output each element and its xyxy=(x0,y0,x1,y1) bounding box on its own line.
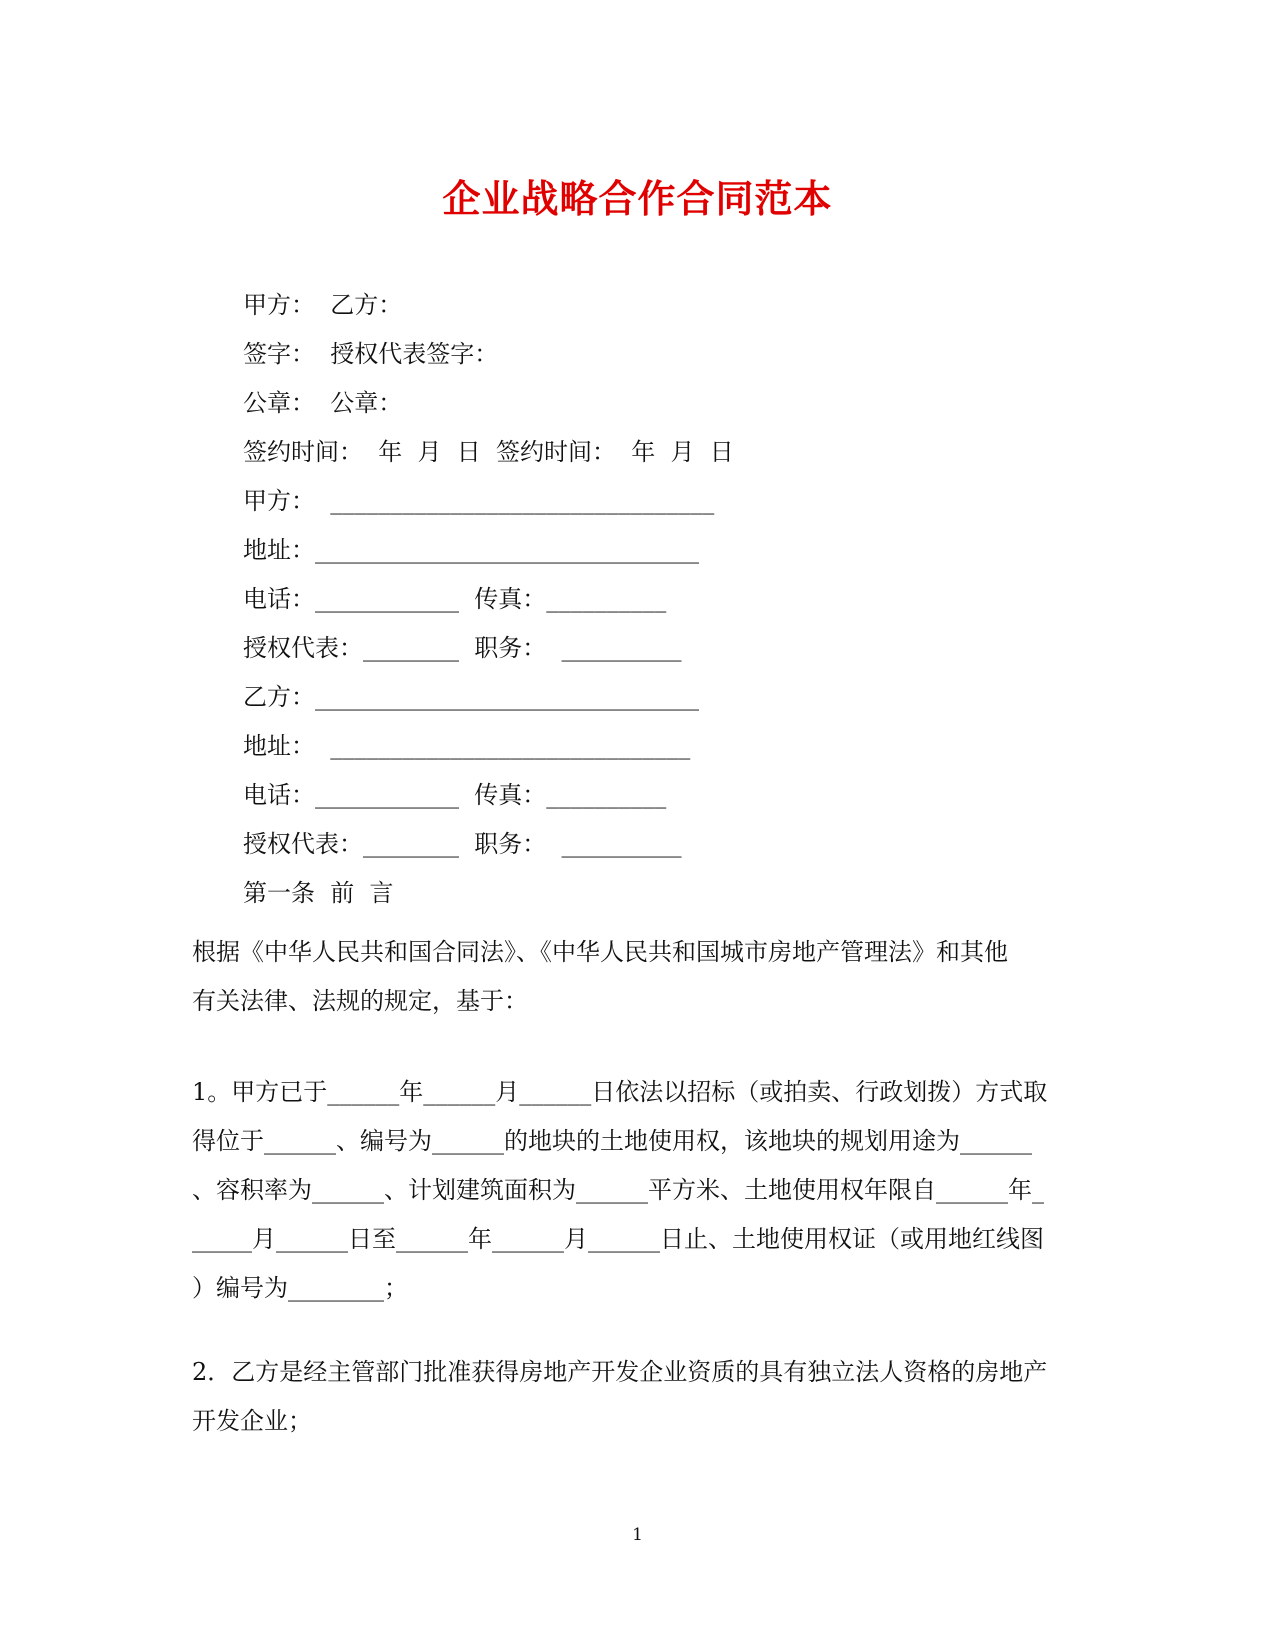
form-line-party-b: 乙方：________________________________ xyxy=(243,683,699,711)
form-line-party-a-phone-fax: 电话：____________ 传真：__________ xyxy=(243,585,667,613)
form-line-seal: 公章： 公章： xyxy=(243,389,403,417)
form-line-party-a: 甲方： ________________________________ xyxy=(243,487,715,515)
clause-1-line: 、容积率为______、计划建筑面积为______平方米、土地使用权年限自______年_ xyxy=(192,1176,1044,1204)
clause-1-paragraph xyxy=(192,1072,1092,1317)
form-line-party-b-representative: 授权代表：________ 职务： __________ xyxy=(243,830,682,858)
form-line-party-b-address: 地址： ______________________________ xyxy=(243,732,691,760)
preamble-line: 根据《中华人民共和国合同法》、《中华人民共和国城市房地产管理法》和其他 xyxy=(192,938,1008,966)
clause-2-line: 开发企业； xyxy=(192,1407,312,1435)
clause-1-line: ）编号为________； xyxy=(192,1274,408,1302)
form-line-party-a-address: 地址：________________________________ xyxy=(243,536,699,564)
preamble-line: 有关法律、法规的规定，基于： xyxy=(192,987,528,1015)
form-line-parties: 甲方： 乙方： xyxy=(243,291,403,319)
clause-1-line: 得位于______、编号为______的地块的土地使用权，该地块的规划用途为______ xyxy=(192,1127,1032,1155)
clause-1-line: _____月______日至______年______月______日止、土地使用权证（或用地红线图 xyxy=(192,1225,1044,1253)
page-number: 1 xyxy=(632,1525,643,1545)
clause-2-paragraph xyxy=(192,1352,1092,1450)
preamble-paragraph xyxy=(192,932,1092,1030)
form-line-party-b-phone-fax: 电话：____________ 传真：__________ xyxy=(243,781,667,809)
signature-form-block xyxy=(243,285,1143,922)
article-one-heading: 第一条 前 言 xyxy=(243,879,394,907)
clause-1-line: 1。甲方已于______年______月______日依法以招标（或拍卖、行政划拨）方式取 xyxy=(192,1078,1048,1106)
document-title: 企业战略合作合同范本 xyxy=(442,176,833,221)
clause-2-line: 2．乙方是经主管部门批准获得房地产开发企业资质的具有独立法人资格的房地产 xyxy=(192,1358,1048,1386)
form-line-signing-date: 签约时间： 年 月 日 签约时间： 年 月 日 xyxy=(243,438,734,466)
form-line-party-a-representative: 授权代表：________ 职务： __________ xyxy=(243,634,682,662)
form-line-signature: 签字： 授权代表签字： xyxy=(243,340,499,368)
